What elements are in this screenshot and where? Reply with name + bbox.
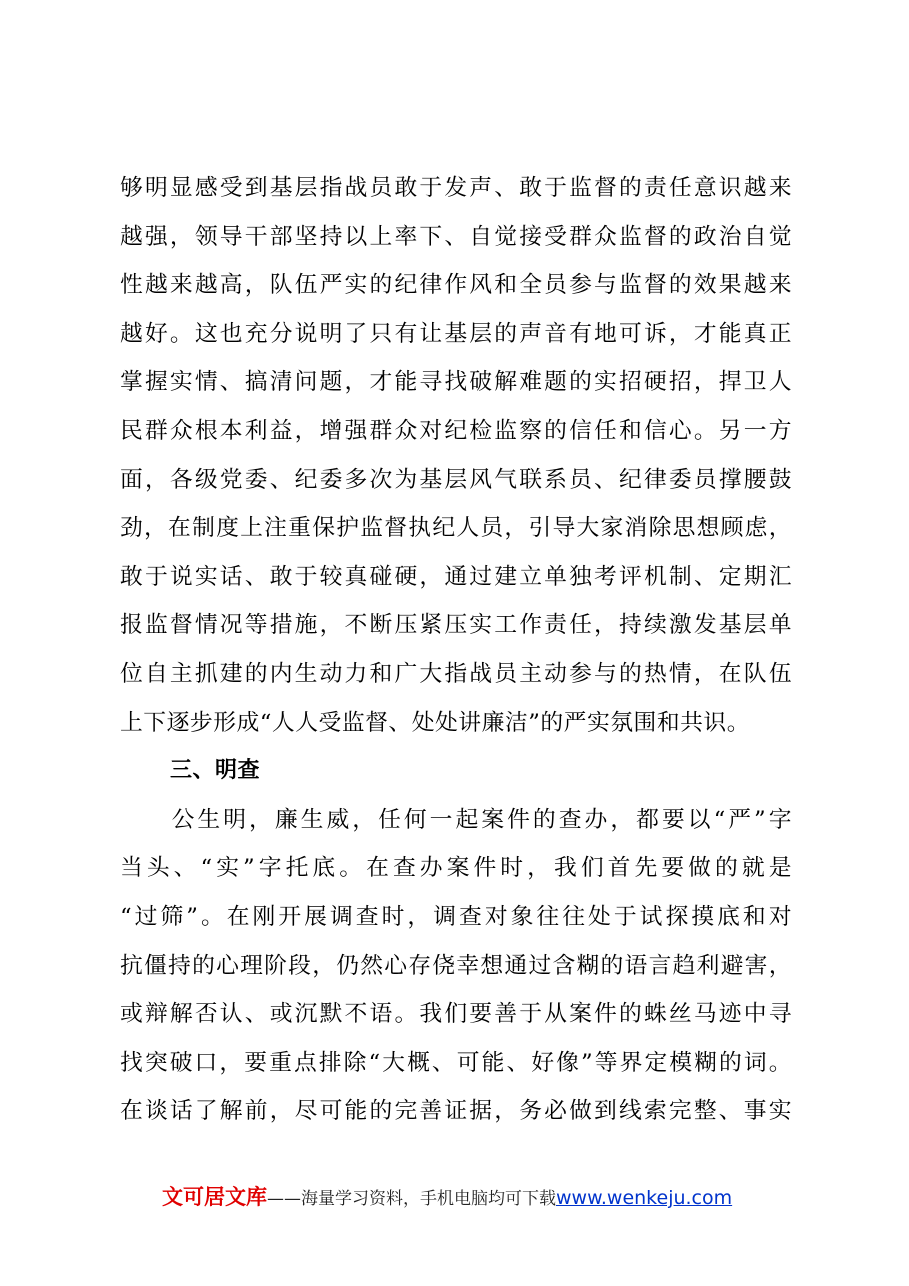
document-body <box>120 164 792 1136</box>
text-line: 上下逐步形成“人人受监督、处处讲廉洁”的严实氛围和共识。 <box>120 709 751 736</box>
text-line: 位自主抓建的内生动力和广大指战员主动参与的热情，在队伍 <box>120 660 792 687</box>
text-line: 公生明，廉生威，任何一起案件的查办，都要以“严”字 <box>120 806 792 833</box>
text-line: 民群众根本利益，增强群众对纪检监察的信任和信心。另一方 <box>120 417 792 444</box>
text-line: 找突破口，要重点排除“大概、可能、好像”等界定模糊的词。 <box>120 1049 792 1076</box>
text-line: 劲，在制度上注重保护监督执纪人员，引导大家消除思想顾虑， <box>120 515 792 542</box>
text-line: “过筛”。在刚开展调查时，调查对象往往处于试探摸底和对 <box>120 903 792 930</box>
text-line: 当头、“实”字托底。在查办案件时，我们首先要做的就是 <box>120 855 792 882</box>
text-line: 越强，领导干部坚持以上率下、自觉接受群众监督的政治自觉 <box>120 223 792 250</box>
text-line: 或辩解否认、或沉默不语。我们要善于从案件的蛛丝马迹中寻 <box>120 1001 792 1028</box>
text-line: 够明显感受到基层指战员敢于发声、敢于监督的责任意识越来 <box>120 175 792 201</box>
text-line: 性越来越高，队伍严实的纪律作风和全员参与监督的效果越来 <box>120 272 792 299</box>
text-line: 报监督情况等措施，不断压紧压实工作责任，持续激发基层单 <box>120 612 792 639</box>
text-line: 在谈话了解前，尽可能的完善证据，务必做到线索完整、事实 <box>120 1098 792 1125</box>
text-line: 掌握实情、搞清问题，才能寻找破解难题的实招硬招，捍卫人 <box>120 369 792 396</box>
text-line: 敢于说实话、敢于较真碰硬，通过建立单独考评机制、定期汇 <box>120 563 792 590</box>
section-heading: 三、明查 <box>170 758 261 784</box>
footer-website-link[interactable]: www.wenkeju.com <box>556 1187 733 1209</box>
footer-tagline: ——海量学习资料，手机电脑均可下载 <box>267 1189 556 1209</box>
text-line: 越好。这也充分说明了只有让基层的声音有地可诉，才能真正 <box>120 320 792 347</box>
text-line: 面，各级党委、纪委多次为基层风气联系员、纪律委员撑腰鼓 <box>120 466 792 493</box>
footer-brand: 文可居文库 <box>162 1185 267 1209</box>
text-line: 抗僵持的心理阶段，仍然心存侥幸想通过含糊的语言趋利避害， <box>120 952 792 979</box>
footer-banner <box>162 1180 732 1214</box>
